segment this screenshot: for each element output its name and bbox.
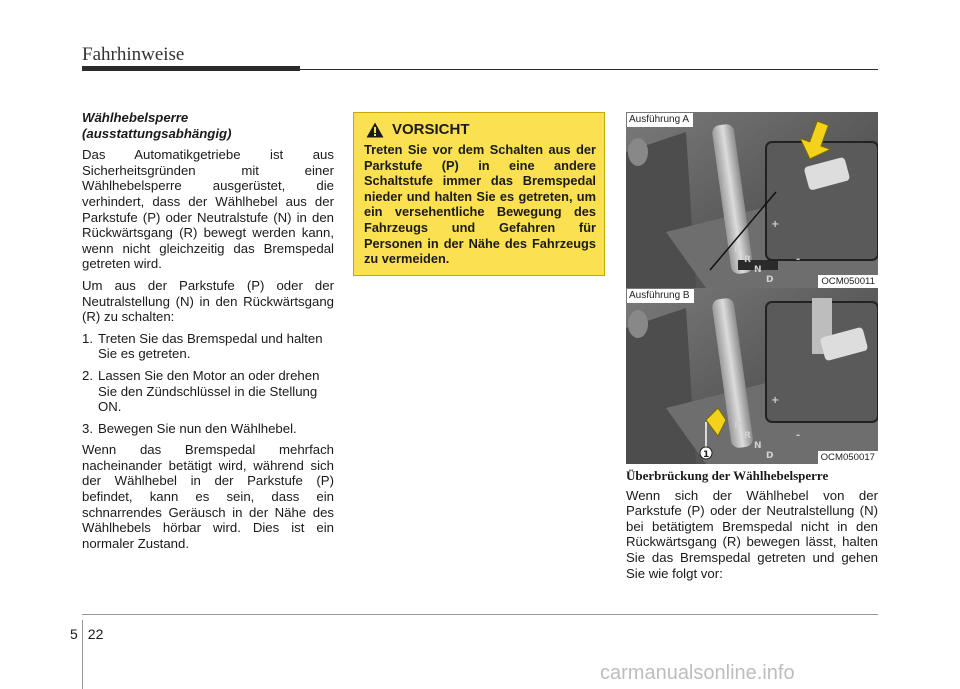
warning-header (364, 121, 596, 138)
gate-letter-p: P (734, 421, 741, 431)
header-rule-thin (300, 69, 878, 70)
shifter-illustration-a (626, 112, 878, 288)
figure-label: Ausführung B (627, 289, 694, 303)
figure-version-b (626, 288, 878, 464)
warning-title: VORSICHT (392, 121, 470, 138)
step-text: Bewegen Sie nun den Wählhebel. (98, 420, 297, 436)
paragraph-2: Um aus der Parkstufe (P) oder der Neutralstellung (N) in den Rückwärtsgang (R) zu schalten: (82, 277, 334, 325)
paragraph-3: Wenn das Bremspedal mehrfach nacheinander betätigt wird, während sich der Wählhebel in der Parkstufe (P) befindet, kann es sein, dass ein schnarrendes Geräusch in der Nähe des Wählhebels hörbar wird. Dies ist ein normaler Zustand. (82, 442, 334, 551)
left-column (82, 110, 334, 557)
figure-version-a (626, 112, 878, 288)
figure-label: Ausführung A (627, 113, 693, 127)
step-number: 2. (82, 367, 93, 383)
gate-minus: - (796, 254, 801, 265)
steps-list (82, 331, 334, 437)
list-item (82, 421, 334, 437)
right-paragraph: Wenn sich der Wählhebel von der Parkstufe (P) oder der Neutralstellung (N) bei betätigtem Bremspedal nicht in den Rückwärtsgang (R) bewegen lässt, halten Sie das Bremspedal getreten und gehen Sie wie folgt vor: (626, 487, 878, 581)
figure-code: OCM050017 (818, 451, 878, 464)
warning-triangle-icon (366, 122, 384, 138)
section-heading-line1: Wählhebelsperre (82, 110, 189, 125)
list-item (82, 368, 334, 415)
gate-letter-n: N (754, 265, 762, 275)
gate-minus: - (796, 430, 801, 441)
chapter-number: 5 (70, 626, 78, 642)
section-heading-line2: (ausstattungsabhängig) (82, 125, 232, 141)
gate-plus: + (771, 219, 780, 230)
warning-text: Treten Sie vor dem Schalten aus der Parkstufe (P) in eine andere Schaltstufe immer das Bremspedal nieder und halten Sie es getreten, um ein versehentliche Bewegung des Fahrzeugs und Gefahren für Personen in der Nähe des Fahrzeugs zu vermeiden. (364, 142, 596, 267)
gate-letter-p: P (734, 245, 741, 255)
page-header-title: Fahrhinweise (82, 44, 185, 65)
gate-letter-n: N (754, 441, 762, 451)
step-text: Treten Sie das Bremspedal und halten Sie es getreten. (98, 330, 323, 362)
gate-plus: + (771, 395, 780, 406)
gate-letter-r: R (744, 255, 751, 265)
gate-letter-d: D (766, 451, 774, 461)
step-text: Lassen Sie den Motor an oder drehen Sie den Zündschlüssel in die Stellung ON. (98, 367, 320, 415)
footer-rule (82, 614, 878, 615)
figure-code: OCM050011 (818, 275, 878, 288)
shifter-illustration-b (626, 288, 878, 464)
right-column (626, 468, 878, 581)
paragraph-1: Das Automatikgetriebe ist aus Sicherheitsgründen mit einer Wählhebelsperre ausgerüstet, die verhindert, dass der Wählhebel aus der Parkstufe (P) oder Neutralstufe (N) in den Rückwärtsgang (R) bewegt werden kann, wenn nicht gleichzeitig das Bremspedal getreten wird. (82, 147, 334, 272)
subheading: Überbrückung der Wählhebelsperre (626, 468, 829, 483)
section-heading (82, 110, 334, 141)
page-number-value: 22 (87, 626, 104, 642)
gate-letter-r: R (744, 431, 751, 441)
gate-letter-d: D (766, 275, 774, 285)
step-number: 3. (82, 420, 93, 436)
page-number (70, 626, 103, 642)
watermark: carmanualsonline.info (600, 662, 795, 684)
header-rule-thick (82, 66, 300, 71)
callout-number: 1 (703, 450, 710, 460)
list-item (82, 331, 334, 362)
warning-box (353, 112, 605, 276)
step-number: 1. (82, 330, 93, 346)
